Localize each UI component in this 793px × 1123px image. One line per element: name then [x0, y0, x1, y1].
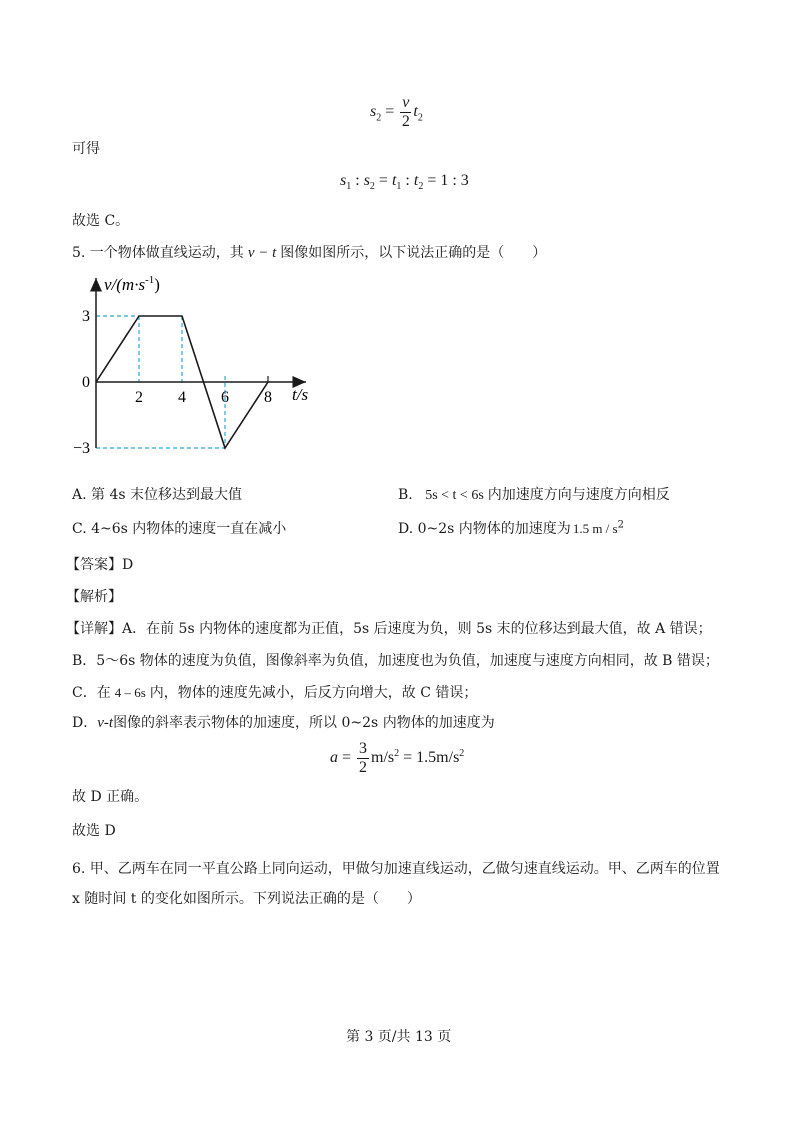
y-axis-label-exp: -1 [145, 274, 155, 286]
option-c: C. 4~6s 内物体的速度一直在减小 [72, 521, 287, 537]
option-d-text: D. 0~2s 内物体的加速度为 [398, 521, 571, 537]
line-d-correct: 故 D 正确。 [72, 789, 149, 805]
detail-d-label: D． [72, 715, 98, 731]
eq-s2-equals: = [385, 103, 395, 121]
eq-a-numerator: 3 [359, 740, 368, 757]
q6-line-1: 6. 甲、乙两车在同一平直公路上同向运动，甲做匀加速直线运动，乙做匀速直线运动。甲、乙两车的位置 [72, 861, 720, 877]
ratio-colon-2: : [401, 172, 414, 189]
y-axis-label-main: v/(m·s [104, 275, 146, 294]
eq-s2-lhs-sub: 2 [376, 112, 382, 124]
eq-s2-rhs-sub: 2 [417, 112, 423, 124]
option-b-text: 内加速度方向与速度方向相反 [487, 487, 670, 503]
analysis-label: 【解析】 [66, 589, 122, 605]
detail-c-range: 4 – 6s [114, 685, 146, 700]
eq-a-unit: m/s [371, 749, 395, 767]
detail-c-text: 内，物体的速度先减小，后反方向增大，故 C 错误； [149, 685, 478, 701]
answer-label: 【答案】D [66, 557, 134, 573]
equation-ratio [340, 172, 469, 192]
line-kede: 可得 [72, 141, 100, 157]
x-tick-label: 6 [221, 389, 229, 406]
q5-stem-a: 5. 一个物体做直线运动，其 [72, 245, 244, 261]
option-b-condition: 5s < t < 6s [425, 488, 484, 503]
q5-stem [72, 242, 546, 262]
eq-a-rhs-exp: 2 [459, 747, 465, 759]
ratio-t2-sub: 2 [418, 181, 424, 193]
eq-a-denominator: 2 [359, 759, 368, 776]
ratio-s2: s [363, 172, 370, 189]
ratio-equals-1: = [374, 172, 392, 189]
eq-a-unit-exp: 2 [394, 747, 400, 759]
option-b [398, 484, 670, 504]
detail-a: 【详解】A．在前 5s 内物体的速度都为正值，5s 后速度为负，则 5s 末的位移达到最大值，故 A 错误； [66, 621, 712, 637]
q5-stem-b: 图像如图所示，以下说法正确的是（ ） [280, 245, 547, 261]
detail-d [72, 712, 495, 732]
eq-a-lhs: a [330, 749, 338, 767]
detail-d-vt: v-t [97, 715, 114, 731]
detail-b: B．5～6s 物体的速度为负值，图像斜率为负值，加速度也为负值，加速度与速度方向相同，故 B 错误； [72, 653, 719, 669]
ratio-colon-1: : [351, 172, 364, 189]
y-tick-label: −3 [72, 440, 90, 457]
option-d-exponent: 2 [617, 519, 624, 531]
y-tick-label: 3 [82, 308, 90, 325]
ratio-s1: s [340, 172, 347, 189]
y-axis-label-end: ) [154, 275, 160, 294]
equation-s2 [370, 94, 423, 131]
ratio-t2: t [413, 172, 419, 189]
eq-s2-denominator: 2 [401, 113, 410, 130]
equation-acceleration [330, 740, 464, 777]
q6-line-2: x 随时间 t 的变化如图所示。下列说法正确的是（ ） [72, 891, 421, 907]
ratio-s1-sub: 1 [346, 181, 352, 193]
eq-s2-fraction [400, 94, 411, 131]
line-choose-d: 故选 D [72, 823, 116, 839]
vt-chart [70, 270, 320, 470]
y-axis-label [104, 274, 160, 294]
y-tick-label: 0 [82, 374, 90, 391]
detail-c [72, 682, 477, 702]
page-footer: 第 3 页/共 13 页 [346, 1029, 452, 1045]
eq-s2-numerator: v [402, 94, 410, 111]
ratio-s2-sub: 2 [369, 181, 375, 193]
eq-s2-rhs: t [413, 103, 418, 121]
eq-a-equals: = [338, 749, 356, 767]
option-a: A. 第 4s 末位移达到最大值 [72, 487, 243, 503]
x-tick-label: 8 [264, 389, 272, 406]
ratio-t1: t [391, 172, 397, 189]
x-tick-label: 2 [135, 389, 143, 406]
option-d [398, 518, 624, 538]
detail-c-label: C．在 [72, 685, 111, 701]
ratio-t1-sub: 1 [396, 181, 402, 193]
x-tick-label: 4 [178, 389, 186, 406]
option-b-label: B. [398, 487, 413, 503]
q5-stem-vt: v − t [247, 245, 277, 261]
option-d-value: 1.5 m / s [572, 521, 618, 536]
eq-s2-lhs: s [370, 103, 377, 121]
eq-a-rhs: = 1.5m/s [399, 749, 460, 767]
x-axis-label: t/s [292, 385, 309, 404]
line-choose-c: 故选 C。 [72, 213, 130, 229]
eq-a-fraction [357, 740, 369, 777]
ratio-result: = 1 : 3 [423, 172, 469, 189]
detail-d-text: 图像的斜率表示物体的加速度，所以 0~2s 内物体的加速度为 [113, 715, 495, 731]
